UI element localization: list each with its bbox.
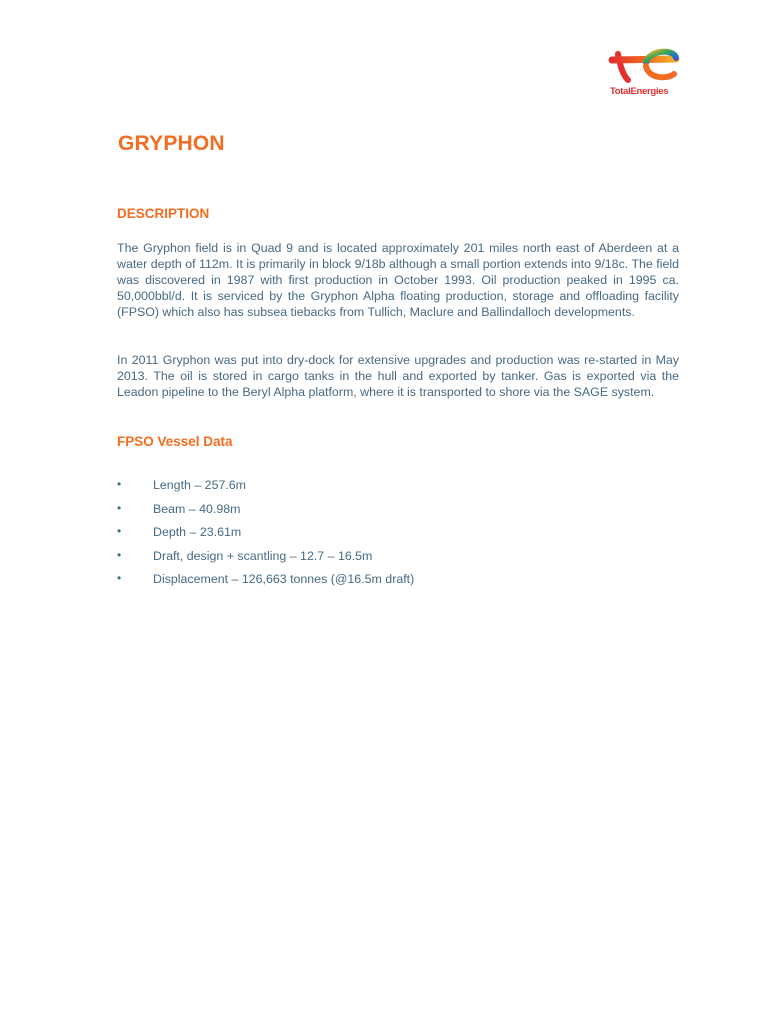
logo-wordmark: TotalEnergies <box>610 86 669 97</box>
spec-depth: Depth – 23.61m <box>153 525 242 540</box>
spec-length: Length – 257.6m <box>153 478 247 492</box>
description-heading: DESCRIPTION <box>117 206 210 221</box>
description-paragraph-2: In 2011 Gryphon was put into dry-dock for extensive upgrades and production was re-started in May 2013. The oil is stored in cargo tanks in the hull and exported by tanker. Gas is exported via the Leadon pipeline to the Beryl Alpha platform, where it is transported to shore via the SAGE system. <box>117 353 679 400</box>
spec-draft: Draft, design + scantling – 12.7 – 16.5m <box>153 548 373 563</box>
totalenergies-logo-mark <box>608 46 682 86</box>
vessel-data-heading: FPSO Vessel Data <box>117 434 233 449</box>
bullet-icon: • <box>117 477 122 491</box>
totalenergies-logo <box>608 46 682 102</box>
bullet-icon: • <box>117 547 122 562</box>
description-paragraph-1: The Gryphon field is in Quad 9 and is located approximately 201 miles north east of Aberdeen at a water depth of 112m. It is primarily in block 9/18b although a small portion extends into 9/18c. The field was discovered in 1987 with first production in October 1993. Oil production peaked in 1995 ca. 50,000bbl/d. It is serviced by the Gryphon Alpha floating production, storage and offloading facility (FPSO) which also has subsea tiebacks from Tullich, Maclure and Ballindalloch developments. <box>117 241 679 320</box>
document-title: GRYPHON <box>118 132 225 155</box>
spec-beam: Beam – 40.98m <box>153 501 241 516</box>
bullet-icon: • <box>117 524 122 539</box>
bullet-icon: • <box>117 571 122 586</box>
spec-displacement: Displacement – 126,663 tonnes (@16.5m draft) <box>153 572 415 587</box>
bullet-icon: • <box>117 500 122 515</box>
